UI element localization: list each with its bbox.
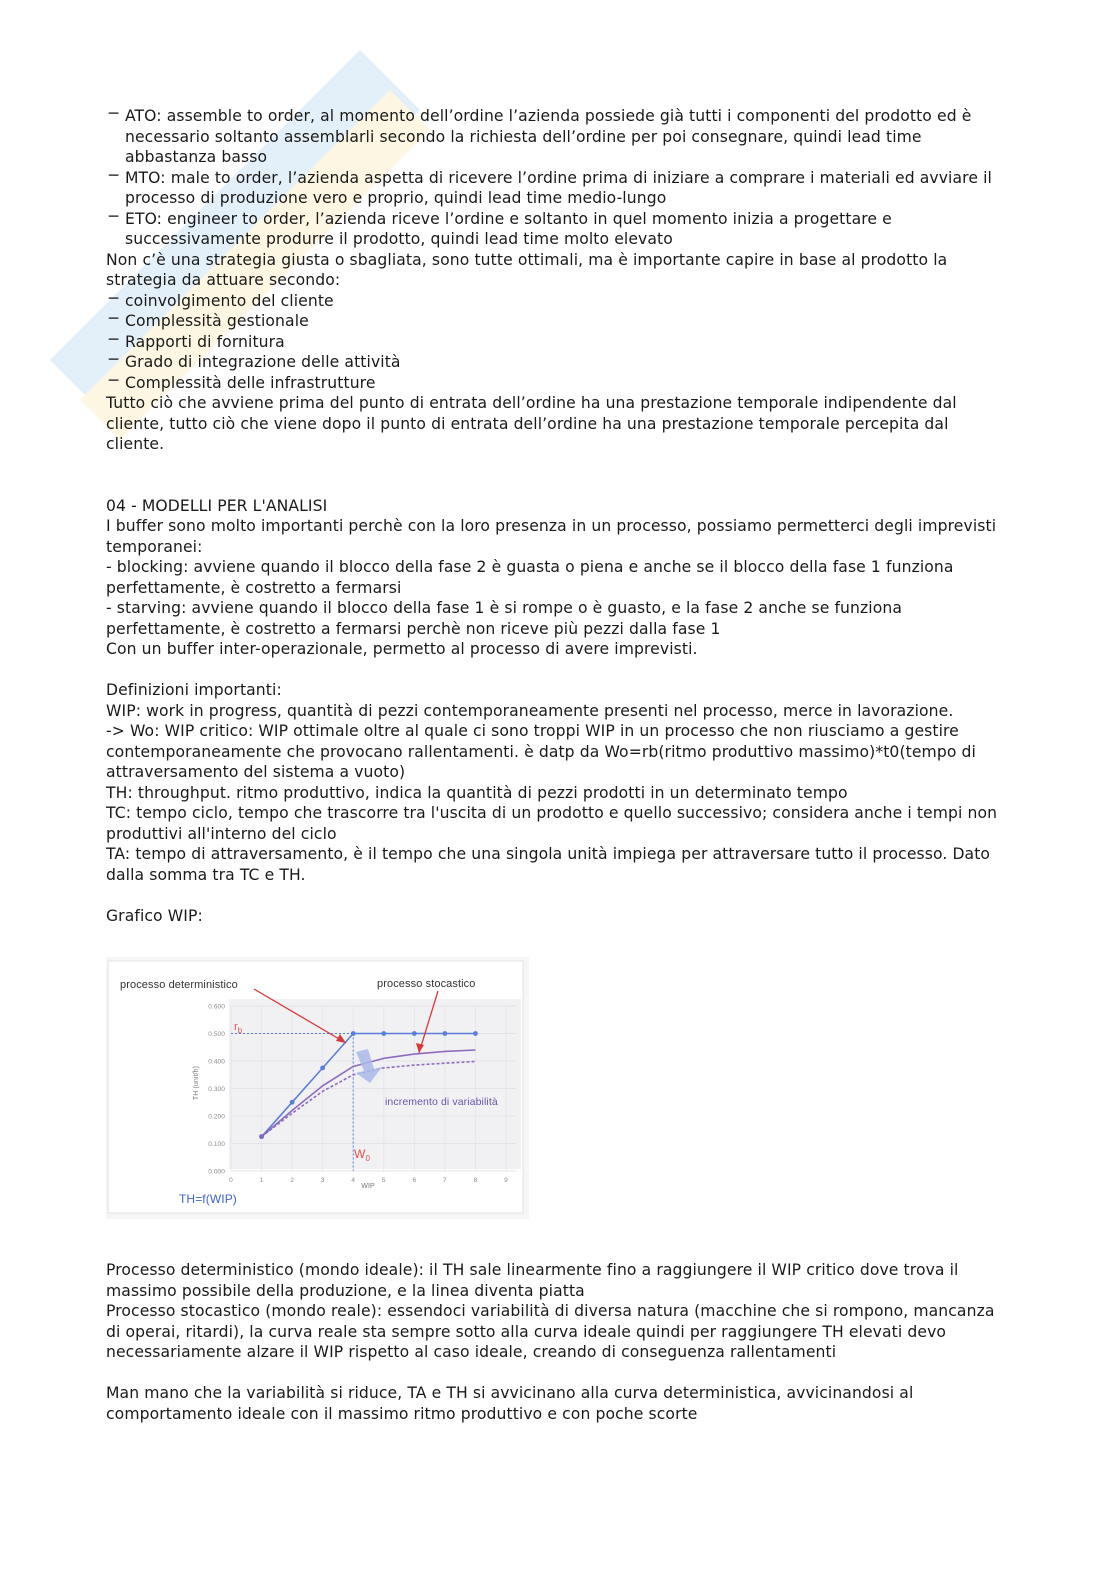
data-point	[473, 1031, 478, 1036]
list-item: − ATO: assemble to order, al momento dell’ordine l’azienda possiede già tutti i componenti del prodotto ed è necessario soltanto assemblarli secondo la richiesta dell’ordine per poi consegnare, quindi lead time abbastanza basso	[107, 104, 972, 166]
criteria-list	[106, 288, 1011, 394]
x-tick-label: 7	[443, 1177, 447, 1184]
y-tick-label: 0.100	[208, 1141, 225, 1148]
document-page	[106, 106, 1011, 1424]
y-tick-label: 0.500	[208, 1031, 225, 1038]
list-item: − ETO: engineer to order, l’azienda riceve l’ordine e soltanto in quel momento inizia a progettare e successivamente produrre il prodotto, quindi lead time molto elevato	[107, 206, 892, 248]
strategy-paragraph: Non c’è una strategia giusta o sbagliata, sono tutte ottimali, ma è importante capire in base al prodotto la strategia da attuare secondo:	[106, 250, 948, 289]
inter-buffer-paragraph: Con un buffer inter-operazionale, permetto al processo di avere imprevisti.	[106, 640, 698, 658]
deterministic-paragraph: Processo deterministico (mondo ideale): il TH sale linearmente fino a raggiungere il WIP critico dove trova il massimo possibile della produzione, e la linea diventa piatta	[106, 1261, 959, 1300]
chart-caption: Grafico WIP:	[106, 906, 203, 925]
x-tick-label: 4	[351, 1177, 356, 1184]
wip-chart	[106, 957, 529, 1219]
x-tick-label: 9	[504, 1177, 508, 1184]
y-tick-label: 0.600	[208, 1003, 225, 1011]
list-item: − Rapporti di fornitura	[107, 329, 285, 351]
x-tick-label: 0	[229, 1177, 233, 1184]
variability-label: incremento di variabilità	[385, 1096, 498, 1108]
final-paragraph: Man mano che la variabilità si riduce, TA e TH si avvicinano alla curva deterministica, avvicinandosi al comportamento ideale con il massimo ritmo produttivo e con poche scorte	[106, 1384, 914, 1423]
list-item: − coinvolgimento del cliente	[107, 288, 334, 310]
list-item: − Complessità delle infrastrutture	[107, 370, 376, 392]
section-title: 04 - MODELLI PER L'ANALISI	[106, 496, 328, 515]
w0-main: W	[354, 1147, 366, 1161]
buffer-paragraph: I buffer sono molto importanti perchè con la loro presenza in un processo, possiamo permetterci degli imprevisti temporanei:	[106, 517, 997, 556]
rb-main: r	[234, 1021, 238, 1033]
starving-paragraph: - starving: avviene quando il blocco della fase 1 è si rompe o è guasto, e la fase 2 anche se funziona perfettamente, è costretto a fermarsi perchè non riceve più pezzi dalla fase 1	[106, 599, 902, 638]
w0-sub: 0	[365, 1154, 370, 1163]
y-tick-label: 0.200	[208, 1113, 225, 1121]
stoc-label: processo stocastico	[377, 978, 476, 990]
data-point	[320, 1065, 325, 1070]
order-strategy-list	[106, 106, 1011, 250]
y-tick-label: 0.000	[208, 1168, 225, 1176]
stochastic-paragraph: Processo stocastico (mondo reale): essendoci variabilità di diversa natura (macchine che si rompono, mancanza di operai, ritardi), la curva reale sta sempre sotto alla curva ideale quindi per raggiungere TH elevati devo necessariamente alzare il WIP rispetto al caso ideale, creando di conseguenza rallentamenti	[106, 1302, 995, 1361]
y-tick-label: 0.400	[208, 1058, 225, 1066]
data-point	[412, 1031, 417, 1036]
list-item: − MTO: male to order, l’azienda aspetta di ricevere l’ordine prima di iniziare a comprare i materiali ed avviare il processo di produzione vero e proprio, quindi lead time medio-lungo	[107, 165, 992, 207]
formula-label: TH=f(WIP)	[179, 1192, 237, 1206]
x-tick-label: 3	[320, 1177, 325, 1184]
x-tick-label: 8	[473, 1177, 478, 1184]
x-axis-label: WIP	[361, 1183, 375, 1190]
x-tick-label: 2	[290, 1177, 294, 1184]
data-point	[442, 1031, 447, 1036]
data-point	[381, 1031, 386, 1036]
start-point	[259, 1134, 264, 1139]
tc-definition: TC: tempo ciclo, tempo che trascorre tra l'uscita di un prodotto e quello successivo; considera anche i tempi non produttivi all'interno del ciclo	[106, 804, 998, 843]
data-point	[351, 1031, 356, 1036]
y-tick-label: 0.300	[208, 1086, 225, 1093]
data-point	[290, 1100, 295, 1105]
list-item: − Grado di integrazione delle attività	[107, 350, 401, 371]
x-tick-label: 5	[381, 1177, 386, 1184]
ta-definition: TA: tempo di attraversamento, è il tempo che una singola unità impiega per attraversare tutto il processo. Dato dalla somma tra TC e TH.	[106, 845, 991, 884]
definitions-heading: Definizioni importanti:	[106, 681, 282, 699]
blocking-paragraph: - blocking: avviene quando il blocco della fase 2 è guasta o piena e anche se il blocco della fase 1 funziona perfettamente, è costretto a fermarsi	[106, 558, 954, 597]
wip-chart-svg	[106, 957, 529, 1219]
det-label: processo deterministico	[120, 979, 238, 991]
x-tick-label: 1	[259, 1177, 264, 1184]
x-tick-label: 6	[412, 1177, 417, 1184]
rb-sub: b	[237, 1026, 243, 1035]
order-point-paragraph: Tutto ciò che avviene prima del punto di entrata dell’ordine ha una prestazione temporale indipendente dal cliente, tutto ciò che viene dopo il punto di entrata dell’ordine ha una prestazione temporale percepita dal cliente.	[106, 394, 957, 453]
wo-definition: -> Wo: WIP critico: WIP ottimale oltre al quale ci sono troppi WIP in un processo che non riusciamo a gestire contemporaneamente che provocano rallentamenti. è datp da Wo=rb(ritmo produttivo massimo)*t0(tempo di attraversamento del sistema a vuoto)	[106, 722, 976, 781]
y-axis-label: TH (unit/h)	[193, 1065, 200, 1101]
list-item: − Complessità gestionale	[107, 309, 309, 330]
wip-definition: WIP: work in progress, quantità di pezzi contemporaneamente presenti nel processo, merce in lavorazione.	[106, 701, 954, 720]
th-definition: TH: throughput. ritmo produttivo, indica la quantità di pezzi prodotti in un determinato tempo	[106, 783, 848, 802]
